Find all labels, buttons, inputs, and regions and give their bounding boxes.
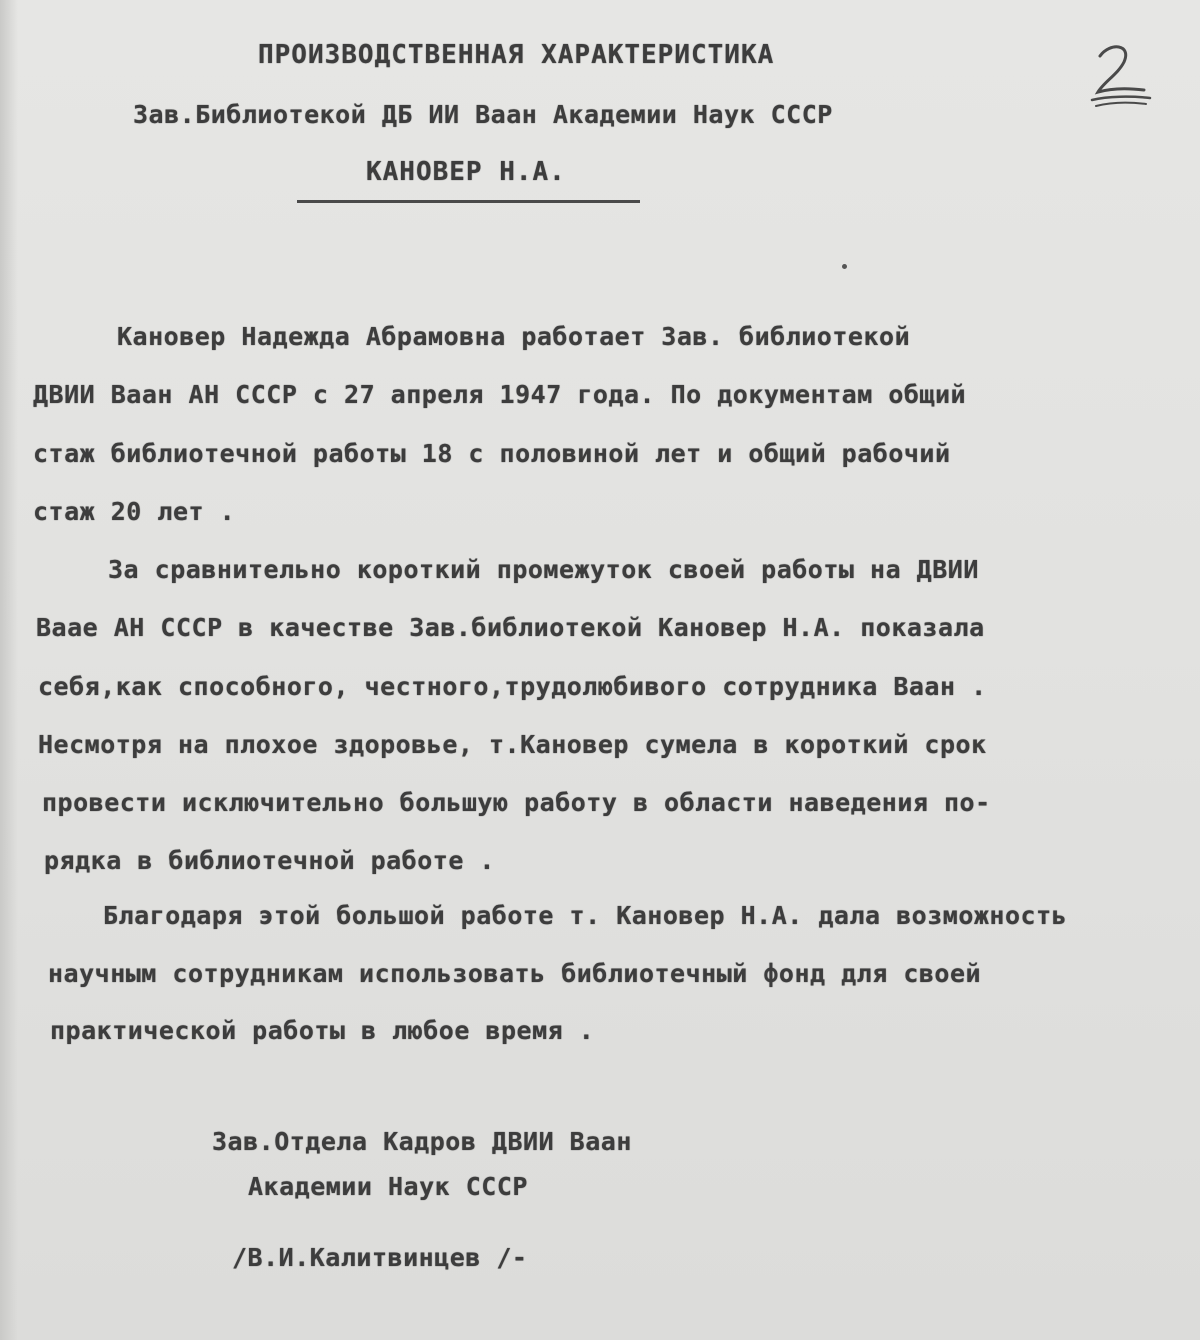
employee-name: КАНОВЕР Н.А. — [366, 157, 566, 187]
signatory-position-line1: Зав.Отдела Кадров ДВИИ Ваан — [212, 1127, 632, 1156]
paragraph1-line3: стаж библиотечной работы 18 с половиной лет и общий рабочий — [33, 439, 951, 468]
paragraph3-line2: научным сотрудникам использовать библиотечный фонд для своей — [48, 959, 982, 988]
paper-speck — [842, 264, 847, 269]
paragraph2-line5: провести исключительно большую работу в области наведения по- — [42, 788, 991, 817]
paragraph2-line3: себя,как способного, честного,трудолюбивого сотрудника Ваан . — [38, 672, 987, 701]
paragraph2-line6: рядка в библиотечной работе . — [44, 846, 495, 875]
paragraph2-line4: Несмотря на плохое здоровье, т.Кановер сумела в короткий срок — [38, 730, 987, 759]
header-underline — [297, 200, 640, 203]
paragraph3-line3: практической работы в любое время . — [50, 1016, 595, 1045]
document-subtitle: Зав.Библиотекой ДБ ИИ Ваан Академии Наук СССР — [133, 100, 833, 129]
paragraph1-line4: стаж 20 лет . — [33, 497, 236, 526]
paragraph1-line1: Кановер Надежда Абрамовна работает Зав. библиотекой — [117, 322, 911, 351]
document-title: ПРОИЗВОДСТВЕННАЯ ХАРАКТЕРИСТИКА — [258, 40, 775, 70]
paragraph2-line2: Вааe АН СССР в качестве Зав.библиотекой Кановер Н.А. показала — [36, 613, 985, 642]
signatory-name: /В.И.Калитвинцев /- — [232, 1243, 528, 1272]
paragraph2-line1: За сравнительно короткий промежуток своей работы на ДВИИ — [108, 555, 979, 584]
paragraph1-line2: ДВИИ Ваан АН СССР с 27 апреля 1947 года. По документам общий — [33, 380, 967, 409]
paragraph3-line1: Благодаря этой большой работе т. Кановер Н.А. дала возможность — [103, 901, 1068, 930]
signatory-position-line2: Академии Наук СССР — [248, 1172, 528, 1201]
handwritten-page-number — [1088, 38, 1154, 118]
